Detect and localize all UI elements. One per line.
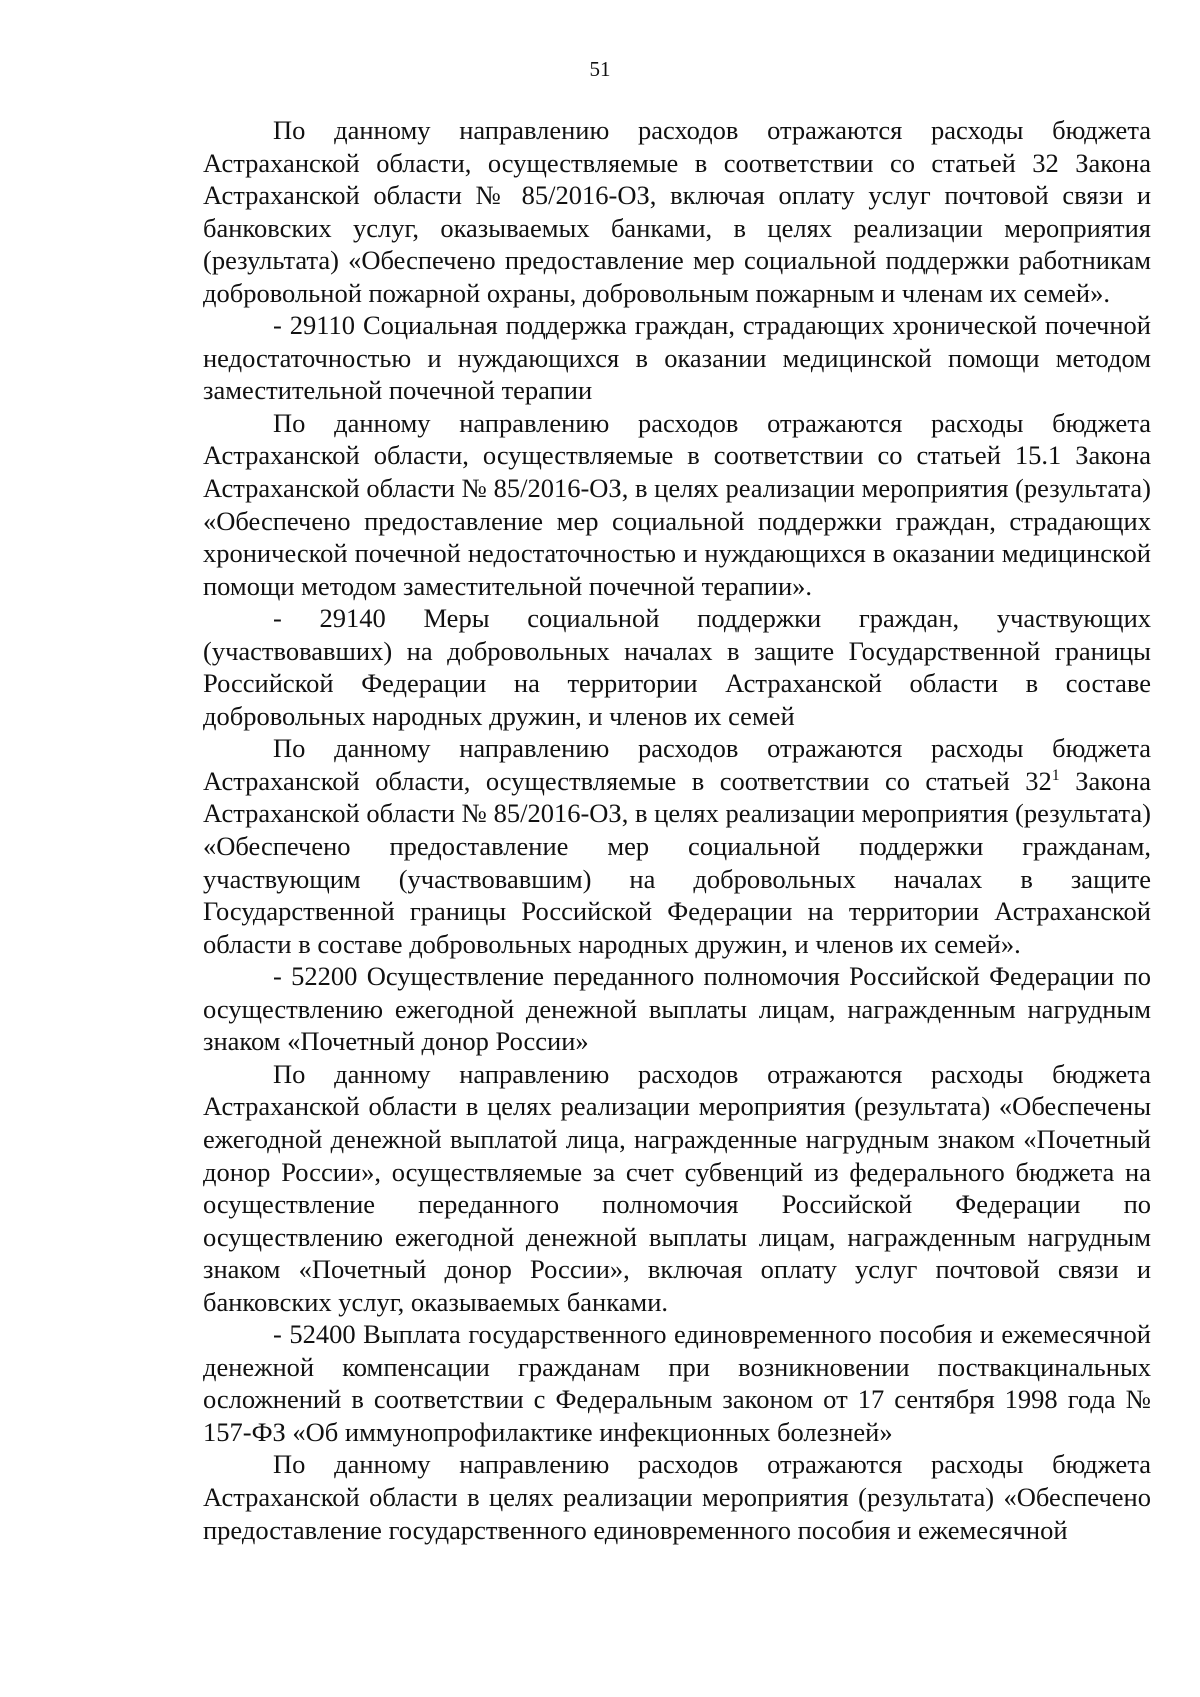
paragraph-text-after-superscript: Закона Астраханской области № 85/2016-ОЗ, в целях реализации мероприятия (результата) «Обеспечено предоставление мер социальной поддержки гражданам, участвующим (участвовавшим) на добровольных началах в защите Государственной границы Российской Федерации на территории Астраханской области в составе добровольных народных дружин, и членов их семей».: [203, 765, 1151, 959]
article-superscript: 1: [1051, 767, 1060, 785]
paragraph-expense-item-29110: - 29110 Социальная поддержка граждан, страдающих хронической почечной недостаточностью и нуждающихся в оказании медицинской помощи методом заместительной почечной терапии: [203, 310, 1151, 406]
paragraph-description: По данному направлению расходов отражаются расходы бюджета Астраханской области, осуществляемые в соответствии со статьей 15.1 Закона Астраханской области № 85/2016-ОЗ, в целях реализации мероприятия (результата) «Обеспечено предоставление мер социальной поддержки граждан, страдающих хронической почечной недостаточностью и нуждающихся в оказании медицинской помощи методом заместительной почечной терапии».: [203, 407, 1151, 601]
paragraph-expense-item-52200: - 52200 Осуществление переданного полномочия Российской Федерации по осуществлению ежегодной денежной выплаты лицам, награжденным нагрудным знаком «Почетный донор России»: [203, 961, 1151, 1057]
paragraph-description: По данному направлению расходов отражаются расходы бюджета Астраханской области в целях реализации мероприятия (результата) «Обеспечены ежегодной денежной выплатой лица, награжденные нагрудным знаком «Почетный донор России», осуществляемые за счет субвенций из федерального бюджета на осуществление переданного полномочия Российской Федерации по осуществлению ежегодной денежной выплаты лицам, награжденным нагрудным знаком «Почетный донор России», включая оплату услуг почтовой связи и банковских услуг, оказываемых банками.: [203, 1058, 1151, 1317]
paragraph-description: [203, 732, 1151, 960]
paragraph-expense-item-29140: - 29140 Меры социальной поддержки граждан, участвующих (участвовавших) на добровольных началах в защите Государственной границы Российской Федерации на территории Астраханской области в составе добровольных народных дружин, и членов их семей: [203, 603, 1151, 731]
paragraph-description: По данному направлению расходов отражаются расходы бюджета Астраханской области, осуществляемые в соответствии со статьей 32 Закона Астраханской области № 85/2016-ОЗ, включая оплату услуг почтовой связи и банковских услуг, оказываемых банками, в целях реализации мероприятия (результата) «Обеспечено предоставление мер социальной поддержки работникам добровольной пожарной охраны, добровольным пожарным и членам их семей».: [203, 115, 1151, 308]
document-body: [203, 114, 1151, 1546]
paragraph-text-before-superscript: По данному направлению расходов отражаются расходы бюджета Астраханской области, осуществляемые в соответствии со статьей 32: [203, 733, 1151, 796]
paragraph-expense-item-52400: - 52400 Выплата государственного единовременного пособия и ежемесячной денежной компенсации гражданам при возникновении поствакцинальных осложнений в соответствии с Федеральным законом от 17 сентября 1998 года № 157-ФЗ «Об иммунопрофилактике инфекционных болезней»: [203, 1319, 1151, 1447]
paragraph-description: По данному направлению расходов отражаются расходы бюджета Астраханской области в целях реализации мероприятия (результата) «Обеспечено предоставление государственного единовременного пособия и ежемесячной: [203, 1449, 1151, 1545]
page-number: 51: [589, 57, 611, 81]
